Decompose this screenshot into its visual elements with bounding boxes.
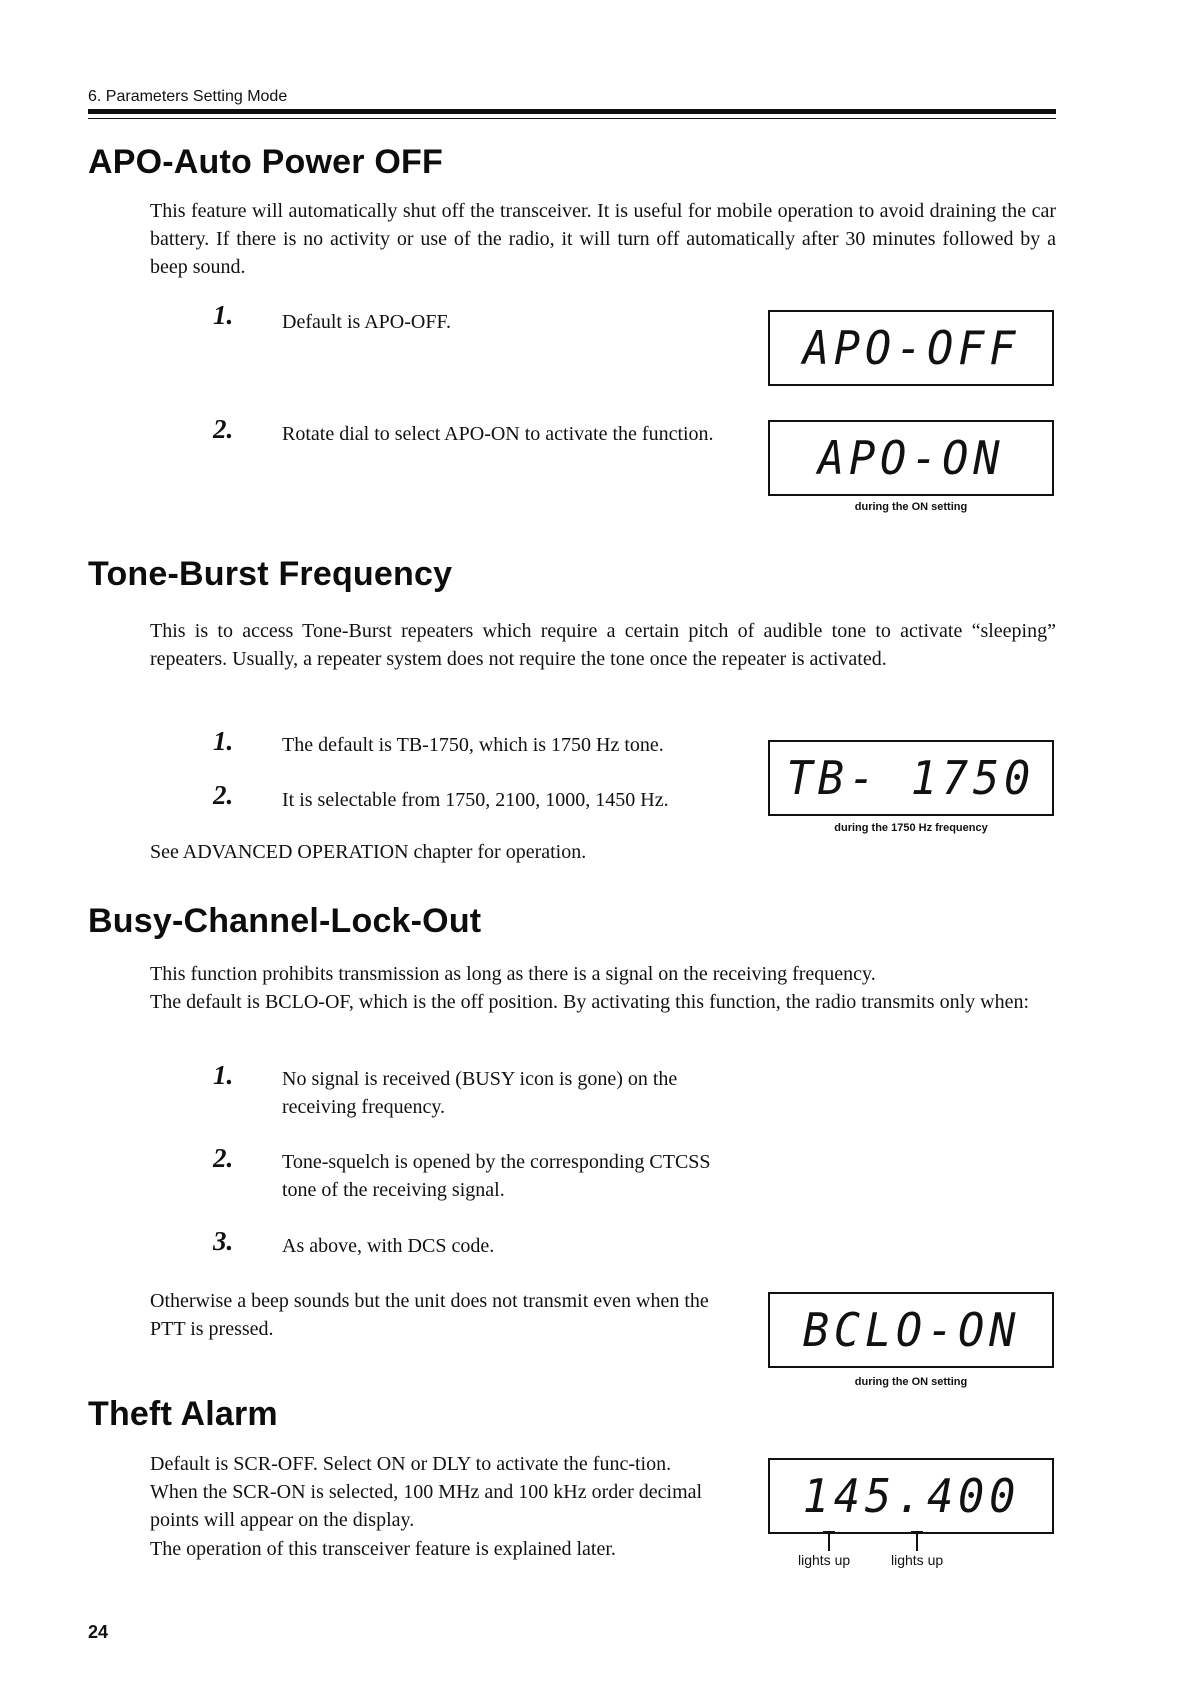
bclo-caption: during the ON setting	[854, 1376, 968, 1388]
bclo-step-2-text: Tone-squelch is opened by the corresponding CTCSS tone of the receiving signal.	[282, 1151, 711, 1201]
lcd-tone-burst-text: TB- 1750	[786, 751, 1036, 805]
toneburst-step-1-number: 1.	[213, 726, 234, 756]
apo-title: APO-Auto Power OFF	[88, 143, 443, 181]
apo-intro: This feature will automatically shut off the transceiver. It is useful for mobile operation to avoid draining the car battery. If there is no activity or use of the radio, it will turn off automatically after 30 minutes followed by a beep sound.	[150, 200, 1056, 278]
bclo-otherwise: Otherwise a beep sounds but the unit does not transmit even when the PTT is pressed.	[150, 1290, 709, 1340]
lcd-apo-on	[768, 420, 1054, 496]
apo-step-2-number: 2.	[213, 414, 234, 444]
toneburst-step-2-number: 2.	[213, 780, 234, 810]
pointer-right-head	[911, 1531, 923, 1533]
bclo-step-3-number: 3.	[213, 1226, 234, 1256]
lights-up-label-right: lights up	[891, 1552, 944, 1568]
lcd-theft-frequency	[768, 1458, 1054, 1534]
pointer-right-line	[916, 1531, 918, 1551]
lights-up-label-left: lights up	[798, 1552, 851, 1568]
toneburst-title: Tone-Burst Frequency	[88, 555, 453, 593]
apo-step-1-text: Default is APO-OFF.	[282, 311, 451, 333]
apo-step-1-number: 1.	[213, 300, 234, 330]
lcd-tone-burst	[768, 740, 1054, 816]
lcd-theft-frequency-text: 145.400	[802, 1469, 1020, 1523]
toneburst-intro: This is to access Tone-Burst repeaters which require a certain pitch of audible tone to activate “sleeping” repeaters. Usually, a repeater system does not require the tone once the repeater is activated.	[150, 620, 1056, 670]
page-number: 24	[88, 1622, 109, 1642]
lcd-bclo-on	[768, 1292, 1054, 1368]
theft-text-2: The operation of this transceiver feature is explained later.	[150, 1538, 616, 1560]
lcd-apo-on-text: APO-ON	[817, 431, 1005, 485]
bclo-intro-line-2: The default is BCLO-OF, which is the off position. By activating this function, the radio transmits only when:	[150, 991, 1030, 1013]
pointer-left-head	[823, 1531, 835, 1533]
section-header: 6. Parameters Setting Mode	[88, 88, 288, 105]
bclo-intro-line-1: This function prohibits transmission as long as there is a signal on the receiving frequency.	[150, 963, 876, 985]
bclo-step-2-number: 2.	[213, 1143, 234, 1173]
header-rule-thin	[88, 118, 1056, 119]
apo-step-2-text: Rotate dial to select APO-ON to activate the function.	[282, 423, 714, 445]
lcd-bclo-on-text: BCLO-ON	[802, 1303, 1020, 1357]
bclo-step-1-number: 1.	[213, 1060, 234, 1090]
theft-text-1: Default is SCR-OFF. Select ON or DLY to activate the func-tion. When the SCR-ON is selected, 100 MHz and 100 kHz order decimal points will appear on the display.	[150, 1453, 703, 1531]
lcd-apo-off-text: APO-OFF	[802, 321, 1020, 375]
toneburst-step-2-text: It is selectable from 1750, 2100, 1000, 1450 Hz.	[282, 789, 669, 811]
bclo-step-3-text: As above, with DCS code.	[282, 1235, 495, 1257]
toneburst-caption: during the 1750 Hz frequency	[834, 822, 988, 834]
bclo-title: Busy-Channel-Lock-Out	[88, 902, 482, 940]
bclo-step-1-text: No signal is received (BUSY icon is gone) on the receiving frequency.	[282, 1068, 678, 1118]
header-rule	[88, 109, 1056, 114]
pointer-left-line	[828, 1531, 830, 1551]
toneburst-see-also: See ADVANCED OPERATION chapter for operation.	[150, 841, 587, 863]
lcd-apo-off	[768, 310, 1054, 386]
toneburst-step-1-text: The default is TB-1750, which is 1750 Hz tone.	[282, 734, 664, 756]
theft-title: Theft Alarm	[88, 1395, 278, 1433]
apo-on-caption: during the ON setting	[854, 501, 968, 513]
